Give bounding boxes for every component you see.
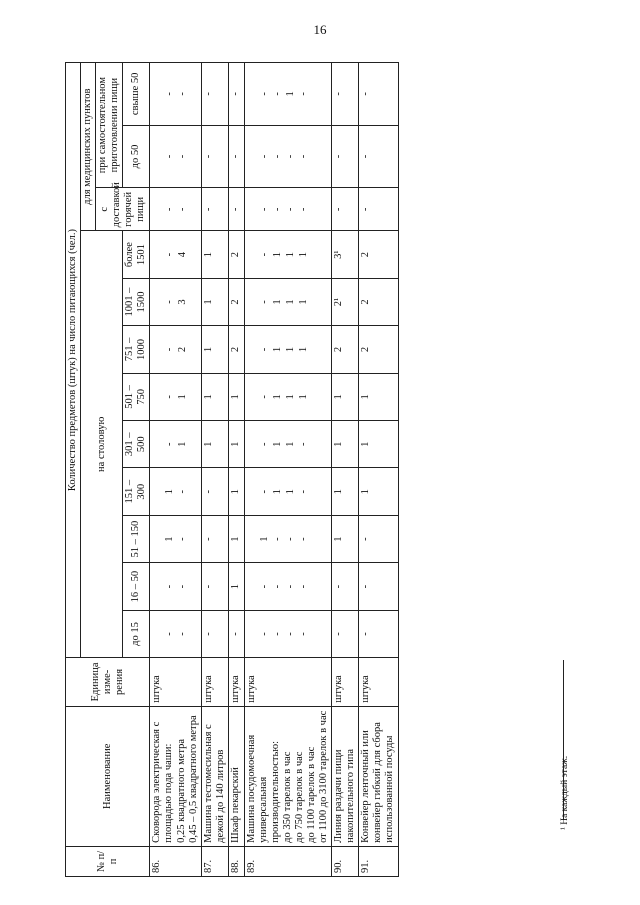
value-cell bbox=[332, 515, 359, 562]
cell-value: - bbox=[297, 584, 309, 589]
cell-value: - bbox=[258, 347, 270, 352]
cell-value: 2 bbox=[229, 299, 241, 305]
row-name: Машина тестомесильная с дежой до 140 литров bbox=[202, 724, 226, 843]
cell-value: 1 bbox=[284, 441, 296, 447]
row-unit: штука bbox=[359, 658, 398, 707]
cell-value: 1 bbox=[271, 346, 283, 353]
cell-value: - bbox=[202, 489, 214, 494]
cell-value: - bbox=[284, 537, 296, 541]
value-cell bbox=[201, 188, 228, 231]
cell-value: 1 bbox=[164, 536, 176, 542]
cell-value: 1 bbox=[284, 299, 296, 305]
value-cell bbox=[201, 373, 228, 420]
header-medical: для медицинских пунктов bbox=[81, 63, 96, 231]
value-spacer bbox=[246, 566, 259, 606]
value-cell bbox=[332, 231, 359, 278]
value-spacer bbox=[151, 472, 164, 512]
value-cell bbox=[244, 515, 331, 562]
value-cell bbox=[150, 326, 201, 373]
cell-value: - bbox=[164, 584, 176, 589]
value-spacer bbox=[151, 614, 164, 654]
cell-value: - bbox=[164, 207, 176, 212]
cell-value: 1 bbox=[229, 536, 241, 542]
row-unit: штука bbox=[332, 658, 359, 707]
value-cell bbox=[244, 63, 331, 126]
cell-value: 1 bbox=[297, 394, 309, 400]
cell-value: 1 bbox=[333, 489, 345, 495]
cell-value: - bbox=[202, 92, 214, 96]
cell-value: 1 bbox=[202, 299, 214, 305]
cell-value: - bbox=[284, 207, 296, 212]
cell-value: - bbox=[333, 92, 345, 96]
cell-value: - bbox=[164, 154, 176, 159]
row-unit: штука bbox=[150, 658, 201, 707]
value-spacer bbox=[246, 614, 259, 654]
value-spacer bbox=[246, 191, 259, 227]
footnote-text: ¹ На каждый этаж. bbox=[560, 755, 570, 830]
cell-value: - bbox=[258, 584, 270, 589]
header-num: № п/п bbox=[66, 846, 150, 876]
cell-value: - bbox=[297, 537, 309, 541]
value-spacer bbox=[151, 566, 164, 606]
value-cell bbox=[244, 421, 331, 468]
value-cell bbox=[150, 125, 201, 188]
column-header-canteen: 16 – 50 bbox=[123, 563, 150, 610]
value-cell bbox=[332, 563, 359, 610]
cell-value: - bbox=[164, 300, 176, 304]
row-name: Машина посудомоечная универсальная производительностью: bbox=[245, 734, 281, 843]
value-spacer bbox=[151, 519, 164, 559]
cell-value: - bbox=[258, 442, 270, 447]
cell-value: - bbox=[271, 92, 283, 96]
value-cell bbox=[359, 373, 398, 420]
cell-value: - bbox=[202, 154, 214, 159]
rotated-table bbox=[65, 62, 531, 877]
cell-value: - bbox=[258, 252, 270, 257]
value-spacer bbox=[246, 129, 259, 185]
value-spacer bbox=[151, 191, 164, 227]
column-header-canteen: более 1501 bbox=[123, 231, 150, 278]
cell-value: 1 bbox=[271, 299, 283, 305]
cell-value: 2 bbox=[229, 251, 241, 258]
cell-value: 2¹ bbox=[333, 297, 345, 307]
cell-value: - bbox=[202, 584, 214, 589]
row-unit: штука bbox=[228, 658, 244, 707]
value-spacer bbox=[246, 66, 259, 122]
table-row bbox=[244, 63, 331, 877]
cell-value: 1 bbox=[229, 489, 241, 495]
value-cell bbox=[244, 563, 331, 610]
value-cell bbox=[359, 125, 398, 188]
value-cell bbox=[201, 231, 228, 278]
value-spacer bbox=[151, 377, 164, 417]
cell-value: - bbox=[360, 207, 372, 212]
row-name-cell bbox=[332, 706, 359, 846]
value-cell bbox=[332, 421, 359, 468]
value-spacer bbox=[246, 282, 259, 322]
value-cell bbox=[201, 421, 228, 468]
value-cell bbox=[150, 515, 201, 562]
value-cell bbox=[359, 563, 398, 610]
row-subitem: до 1100 тарелок в час bbox=[306, 746, 318, 843]
cell-value: 1 bbox=[271, 489, 283, 495]
cell-value: - bbox=[297, 154, 309, 159]
cell-value: - bbox=[258, 300, 270, 304]
value-cell bbox=[359, 421, 398, 468]
value-cell bbox=[244, 278, 331, 325]
value-cell bbox=[332, 278, 359, 325]
value-spacer bbox=[246, 519, 259, 559]
cell-value: - bbox=[177, 632, 189, 636]
value-cell bbox=[359, 610, 398, 657]
value-cell bbox=[201, 610, 228, 657]
value-cell bbox=[332, 63, 359, 126]
cell-value: - bbox=[360, 154, 372, 159]
cell-value: - bbox=[297, 442, 309, 447]
value-cell bbox=[228, 63, 244, 126]
cell-value: 1 bbox=[333, 394, 345, 400]
row-unit: штука bbox=[201, 658, 228, 707]
row-name-cell bbox=[228, 706, 244, 846]
cell-value: - bbox=[258, 92, 270, 96]
value-cell bbox=[359, 326, 398, 373]
cell-value: 1 bbox=[297, 251, 309, 258]
column-header-self: до 50 bbox=[123, 125, 150, 188]
header-canteen: на столовую bbox=[81, 231, 123, 658]
value-cell bbox=[332, 188, 359, 231]
cell-value: 1 bbox=[177, 394, 189, 400]
column-header-canteen: 501 – 750 bbox=[123, 373, 150, 420]
table-row bbox=[201, 63, 228, 877]
cell-value: - bbox=[177, 92, 189, 96]
cell-value: - bbox=[284, 632, 296, 636]
row-name-cell bbox=[244, 706, 331, 846]
row-subitem: от 1100 до 3100 тарелок в час bbox=[318, 710, 330, 843]
cell-value: 2 bbox=[360, 346, 372, 353]
value-cell bbox=[150, 373, 201, 420]
cell-value: 1 bbox=[229, 441, 241, 447]
column-header-self: свыше 50 bbox=[123, 63, 150, 126]
value-cell bbox=[359, 278, 398, 325]
header-self-cooking: при самостоятельном приготовлении пищи bbox=[96, 63, 123, 188]
cell-value: - bbox=[164, 92, 176, 96]
row-name-cell bbox=[201, 706, 228, 846]
value-spacer bbox=[246, 424, 259, 464]
value-cell bbox=[228, 188, 244, 231]
cell-value: - bbox=[202, 207, 214, 212]
value-cell bbox=[332, 373, 359, 420]
column-header-canteen: 151 – 300 bbox=[123, 468, 150, 515]
cell-value: - bbox=[271, 154, 283, 159]
value-cell bbox=[359, 515, 398, 562]
value-cell bbox=[228, 278, 244, 325]
table-row bbox=[359, 63, 398, 877]
equipment-table bbox=[65, 62, 399, 877]
table-container bbox=[65, 62, 531, 877]
value-cell bbox=[150, 563, 201, 610]
value-cell bbox=[201, 563, 228, 610]
cell-value: - bbox=[229, 207, 241, 212]
cell-value: - bbox=[177, 537, 189, 541]
value-cell bbox=[228, 373, 244, 420]
cell-value: - bbox=[284, 584, 296, 589]
cell-value: - bbox=[271, 537, 283, 541]
cell-value: 1 bbox=[284, 91, 296, 97]
row-subitem: до 350 тарелок в час bbox=[281, 751, 293, 843]
cell-value: - bbox=[258, 395, 270, 399]
cell-value: - bbox=[258, 207, 270, 212]
value-cell bbox=[201, 515, 228, 562]
value-cell bbox=[228, 326, 244, 373]
row-number: 91. bbox=[359, 846, 398, 876]
row-name: Сковорода электрическая с площадью пода чаши: bbox=[151, 721, 175, 843]
cell-value: 2 bbox=[333, 346, 345, 353]
cell-value: - bbox=[271, 207, 283, 212]
cell-value: - bbox=[229, 632, 241, 636]
row-number: 88. bbox=[228, 846, 244, 876]
value-spacer bbox=[151, 234, 164, 274]
value-spacer bbox=[246, 472, 259, 512]
value-cell bbox=[228, 231, 244, 278]
cell-value: - bbox=[164, 347, 176, 352]
value-cell bbox=[150, 468, 201, 515]
value-cell bbox=[244, 468, 331, 515]
cell-value: 1 bbox=[360, 441, 372, 447]
header-with-delivery: с доставкой горячей пищи bbox=[96, 188, 150, 231]
cell-value: - bbox=[333, 632, 345, 636]
value-cell bbox=[359, 188, 398, 231]
value-cell bbox=[228, 515, 244, 562]
cell-value: - bbox=[333, 154, 345, 159]
value-cell bbox=[244, 610, 331, 657]
value-spacer bbox=[246, 377, 259, 417]
value-cell bbox=[332, 125, 359, 188]
value-cell bbox=[150, 188, 201, 231]
row-name: Шкаф пекарский bbox=[229, 767, 241, 843]
value-cell bbox=[201, 468, 228, 515]
cell-value: - bbox=[360, 92, 372, 96]
header-quantity: Количество предметов (штук) на число питающихся (чел.) bbox=[66, 63, 81, 658]
cell-value: - bbox=[164, 442, 176, 447]
cell-value: - bbox=[164, 395, 176, 399]
cell-value: - bbox=[202, 537, 214, 541]
value-cell bbox=[332, 610, 359, 657]
cell-value: - bbox=[333, 584, 345, 589]
row-number: 86. bbox=[150, 846, 201, 876]
cell-value: 1 bbox=[360, 394, 372, 400]
column-header-canteen: 1001 – 1500 bbox=[123, 278, 150, 325]
row-number: 87. bbox=[201, 846, 228, 876]
cell-value: 1 bbox=[229, 394, 241, 400]
cell-value: - bbox=[297, 632, 309, 636]
column-header-canteen: 301 – 500 bbox=[123, 421, 150, 468]
value-spacer bbox=[151, 329, 164, 369]
cell-value: - bbox=[177, 489, 189, 494]
value-cell bbox=[244, 373, 331, 420]
cell-value: 1 bbox=[229, 583, 241, 590]
value-spacer bbox=[151, 129, 164, 185]
value-cell bbox=[244, 231, 331, 278]
cell-value: 1 bbox=[271, 394, 283, 400]
cell-value: 3¹ bbox=[333, 250, 345, 259]
value-spacer bbox=[246, 329, 259, 369]
cell-value: 1 bbox=[333, 441, 345, 447]
cell-value: 1 bbox=[360, 489, 372, 495]
table-row bbox=[332, 63, 359, 877]
value-spacer bbox=[246, 234, 259, 274]
cell-value: - bbox=[258, 632, 270, 636]
cell-value: - bbox=[360, 537, 372, 541]
cell-value: - bbox=[297, 489, 309, 494]
value-cell bbox=[244, 125, 331, 188]
cell-value: - bbox=[258, 489, 270, 494]
row-unit: штука bbox=[244, 658, 331, 707]
cell-value: 1 bbox=[202, 346, 214, 353]
cell-value: - bbox=[258, 154, 270, 159]
value-cell bbox=[228, 468, 244, 515]
value-cell bbox=[201, 63, 228, 126]
cell-value: 1 bbox=[202, 394, 214, 400]
value-cell bbox=[228, 125, 244, 188]
cell-value: - bbox=[333, 207, 345, 212]
row-number: 89. bbox=[244, 846, 331, 876]
value-spacer bbox=[151, 282, 164, 322]
page-number: 16 bbox=[313, 22, 327, 37]
cell-value: - bbox=[177, 584, 189, 589]
value-cell bbox=[201, 326, 228, 373]
table-row bbox=[228, 63, 244, 877]
value-cell bbox=[332, 326, 359, 373]
row-name-cell bbox=[150, 706, 201, 846]
header-name: Наименование bbox=[66, 706, 150, 846]
cell-value: 1 bbox=[297, 346, 309, 353]
value-cell bbox=[228, 563, 244, 610]
row-name: Конвейер ленточный или конвейер гибкий для сбора использованной посуды bbox=[360, 722, 396, 843]
value-cell bbox=[150, 610, 201, 657]
cell-value: - bbox=[164, 632, 176, 636]
value-cell bbox=[201, 125, 228, 188]
cell-value: - bbox=[177, 207, 189, 212]
cell-value: 1 bbox=[258, 536, 270, 542]
cell-value: - bbox=[271, 584, 283, 589]
cell-value: 1 bbox=[284, 489, 296, 495]
row-name-cell bbox=[359, 706, 398, 846]
cell-value: - bbox=[284, 154, 296, 159]
cell-value: - bbox=[164, 252, 176, 257]
cell-value: - bbox=[360, 584, 372, 589]
cell-value: - bbox=[202, 632, 214, 636]
cell-value: 1 bbox=[177, 441, 189, 447]
cell-value: - bbox=[360, 632, 372, 636]
column-header-canteen: 51 – 150 bbox=[123, 515, 150, 562]
value-cell bbox=[228, 421, 244, 468]
value-cell bbox=[150, 63, 201, 126]
row-subitem: до 750 тарелок в час bbox=[294, 751, 305, 843]
cell-value: - bbox=[229, 154, 241, 159]
cell-value: 2 bbox=[229, 346, 241, 353]
cell-value: 3 bbox=[177, 299, 189, 305]
cell-value: 4 bbox=[177, 251, 189, 258]
cell-value: - bbox=[229, 92, 241, 96]
cell-value: 1 bbox=[297, 299, 309, 305]
row-name: Линия раздачи пищи накопительного типа bbox=[333, 748, 357, 843]
cell-value: 1 bbox=[271, 251, 283, 258]
cell-value: - bbox=[297, 92, 309, 96]
cell-value: 1 bbox=[284, 251, 296, 258]
cell-value: 1 bbox=[333, 536, 345, 542]
cell-value: 2 bbox=[360, 251, 372, 258]
cell-value: 1 bbox=[202, 441, 214, 447]
cell-value: 2 bbox=[177, 346, 189, 353]
value-cell bbox=[244, 188, 331, 231]
row-subitem: 0,25 квадратного метра bbox=[175, 738, 187, 843]
cell-value: - bbox=[271, 632, 283, 636]
table-row bbox=[150, 63, 201, 877]
cell-value: 1 bbox=[202, 251, 214, 258]
cell-value: - bbox=[297, 207, 309, 212]
cell-value: 1 bbox=[284, 346, 296, 353]
value-spacer bbox=[151, 66, 164, 122]
value-cell bbox=[150, 278, 201, 325]
value-cell bbox=[150, 231, 201, 278]
column-header-canteen: до 15 bbox=[123, 610, 150, 657]
value-cell bbox=[228, 610, 244, 657]
value-cell bbox=[244, 326, 331, 373]
value-spacer bbox=[151, 424, 164, 464]
cell-value: 1 bbox=[284, 394, 296, 400]
cell-value: - bbox=[177, 154, 189, 159]
cell-value: 1 bbox=[271, 441, 283, 447]
row-subitem: 0,45 – 0,5 квадратного метра bbox=[187, 715, 199, 843]
value-cell bbox=[359, 468, 398, 515]
column-header-canteen: 751 – 1000 bbox=[123, 326, 150, 373]
cell-value: 1 bbox=[164, 489, 176, 495]
table-body bbox=[150, 63, 398, 877]
value-cell bbox=[332, 468, 359, 515]
value-cell bbox=[201, 278, 228, 325]
value-cell bbox=[359, 63, 398, 126]
value-cell bbox=[359, 231, 398, 278]
row-number: 90. bbox=[332, 846, 359, 876]
header-unit: Единица изме-рения bbox=[66, 658, 150, 707]
footnote bbox=[560, 630, 574, 830]
value-cell bbox=[150, 421, 201, 468]
cell-value: 2 bbox=[360, 299, 372, 305]
